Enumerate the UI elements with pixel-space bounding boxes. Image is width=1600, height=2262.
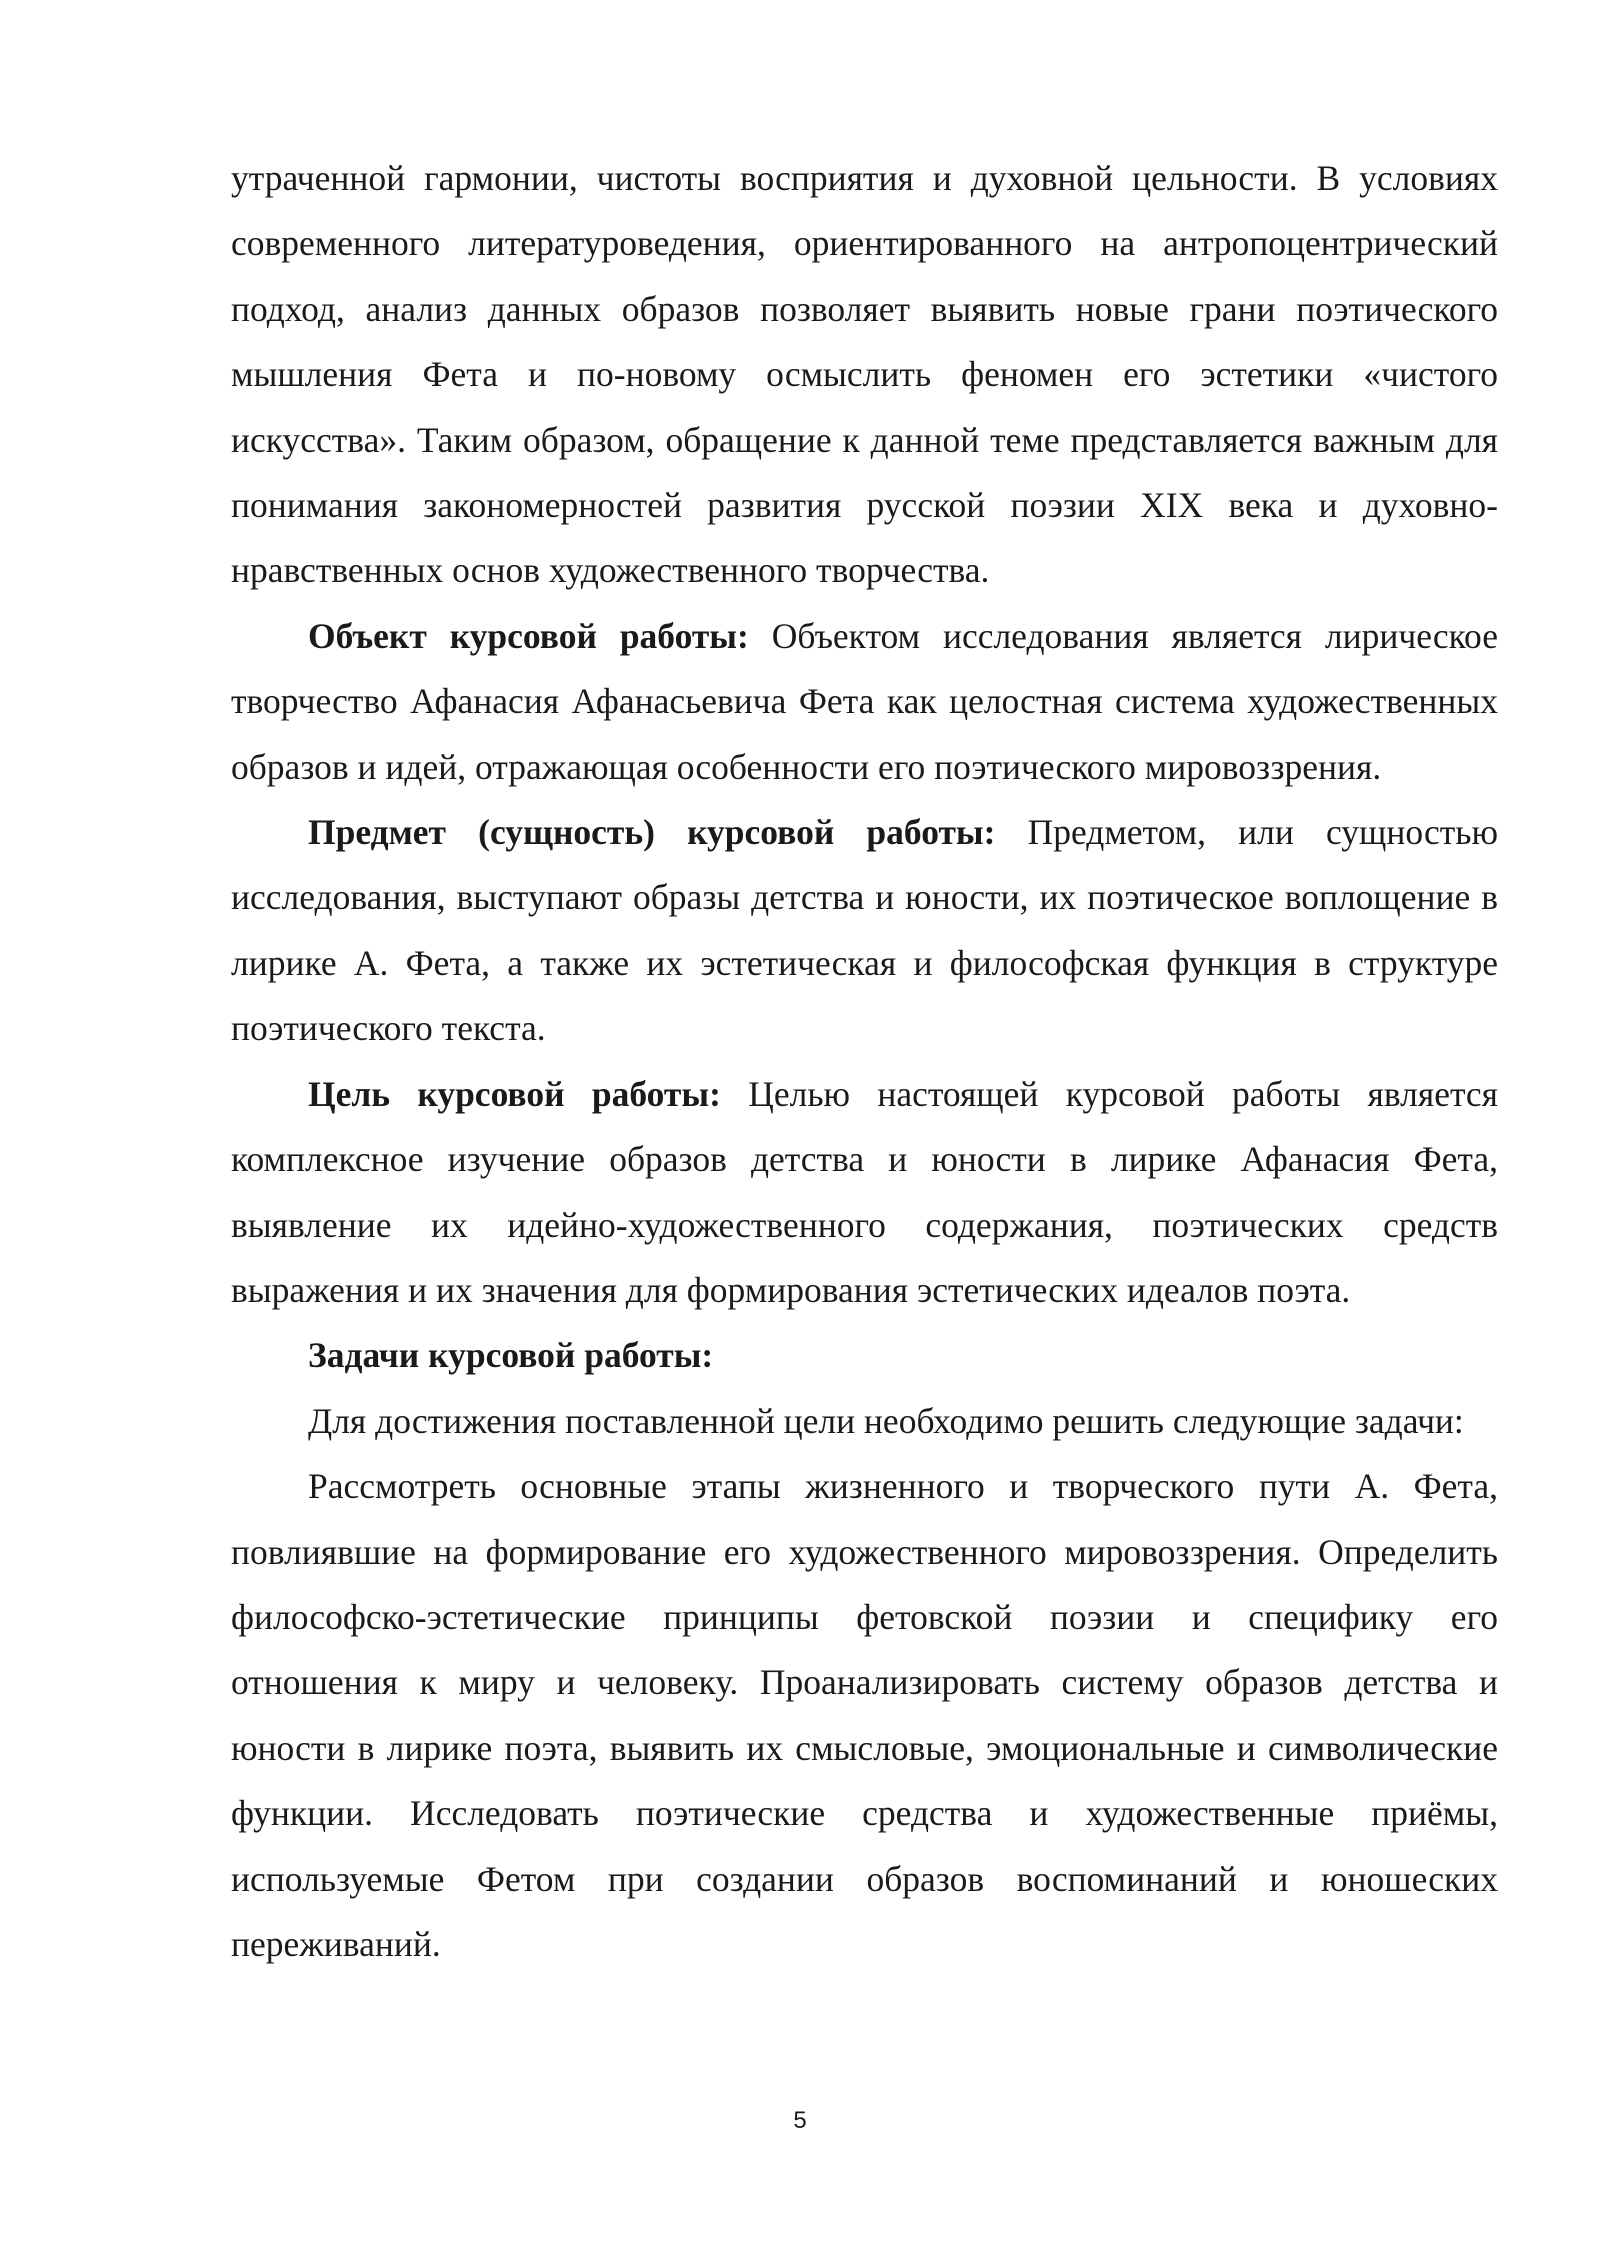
paragraph-heading: Объект курсовой работы: <box>308 615 749 656</box>
page-number: 5 <box>793 2107 807 2134</box>
paragraph-text: Целью настоящей курсовой работы является комплексное изучение образов детства и юности в лирике Афанасия Фета, выявление их идейно-художественного содержания, поэтических средств выражения и их значения для формирования эстетических идеалов поэта. <box>231 1073 1498 1310</box>
paragraph-text: Предметом, или сущностью исследования, выступают образы детства и юности, их поэтическое воплощение в лирике А. Фета, а также их эстетическая и философская функция в структуре поэтического текста. <box>231 812 1498 1049</box>
paragraph-object <box>231 604 1498 800</box>
paragraph-goal <box>231 1062 1498 1324</box>
paragraph-tasks-intro <box>231 1389 1498 1454</box>
body-text <box>231 146 1498 1977</box>
paragraph-text: утраченной гармонии, чистоты восприятия и духовной цельности. В условиях современного литературоведения, ориентированного на антропоцентрический подход, анализ данных образов позволяет выявить новые грани поэтического мышления Фета и по-новому осмыслить феномен его эстетики «чистого искусства». Таким образом, обращение к данной теме представляется важным для понимания закономерностей развития русской поэзии XIX века и духовно-нравственных основ художественного творчества. <box>231 158 1498 591</box>
paragraph-heading: Цель курсовой работы: <box>308 1073 721 1114</box>
paragraph-tasks-heading <box>231 1323 1498 1388</box>
paragraph-subject <box>231 800 1498 1062</box>
paragraph-heading: Предмет (сущность) курсовой работы: <box>308 812 996 853</box>
paragraph-heading: Задачи курсовой работы: <box>308 1335 714 1376</box>
paragraph-tasks-list <box>231 1454 1498 1977</box>
paragraph-text: Рассмотреть основные этапы жизненного и творческого пути А. Фета, повлиявшие на формирование его художественного мировоззрения. Определить философско-эстетические принципы фетовской поэзии и специфику его отношения к миру и человеку. Проанализировать систему образов детства и юности в лирике поэта, выявить их смысловые, эмоциональные и символические функции. Исследовать поэтические средства и художественные приёмы, используемые Фетом при создании образов воспоминаний и юношеских переживаний. <box>231 1466 1498 1964</box>
paragraph-text: Объектом исследования является лирическое творчество Афанасия Афанасьевича Фета как целостная система художественных образов и идей, отражающая особенности его поэтического мировоззрения. <box>231 615 1498 787</box>
paragraph-text: Для достижения поставленной цели необходимо решить следующие задачи: <box>308 1400 1464 1441</box>
paragraph-continuation <box>231 146 1498 604</box>
